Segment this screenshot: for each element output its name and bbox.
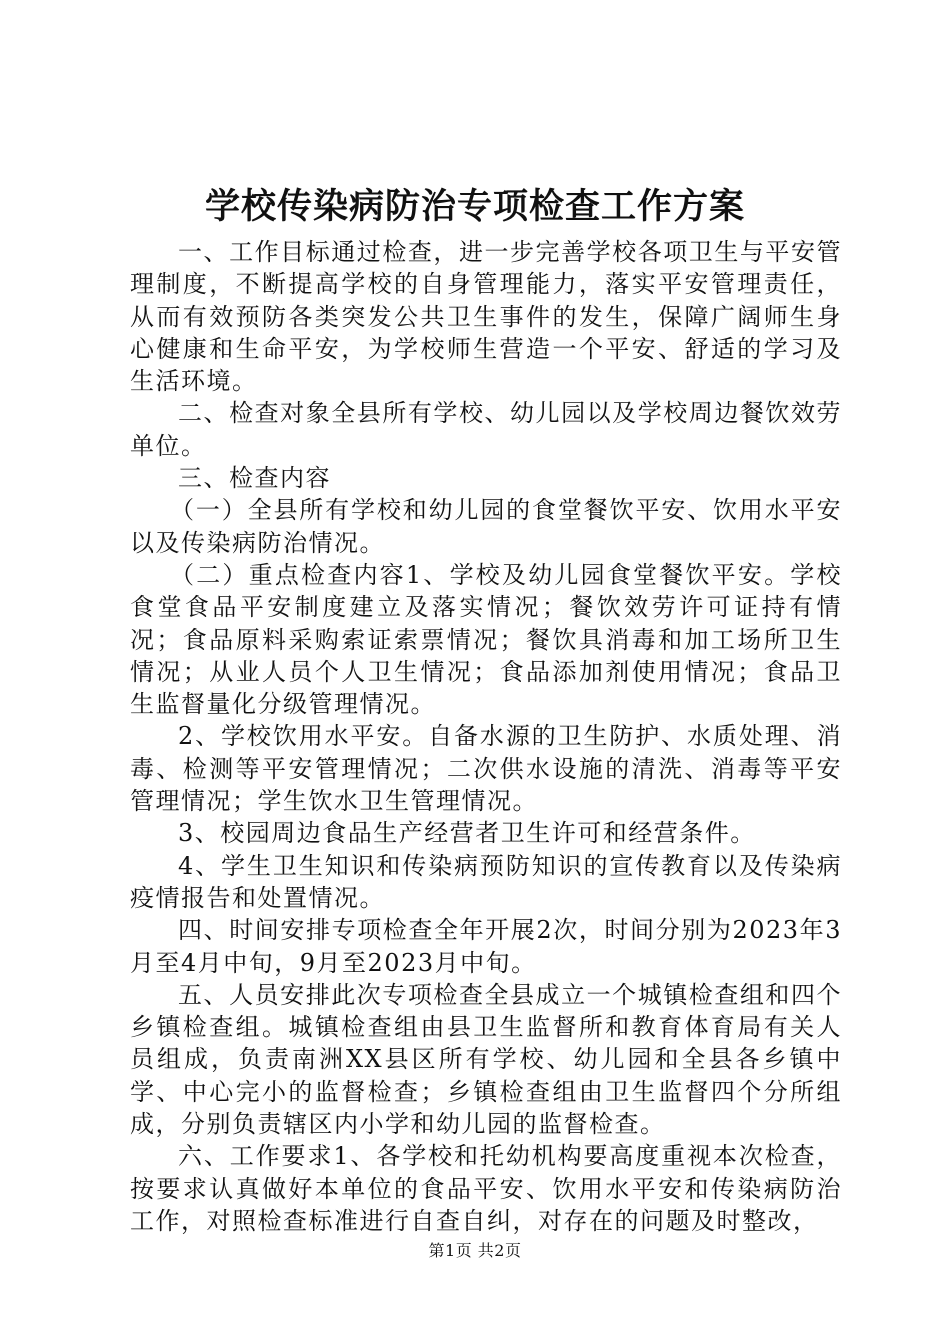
paragraph-education: 4、学生卫生知识和传染病预防知识的宣传教育以及传染病疫情报告和处置情况。	[130, 851, 842, 912]
paragraph-schedule: 四、时间安排专项检查全年开展2次，时间分别为2023年3月至4月中旬，9月至2023月中旬。	[130, 916, 842, 977]
paragraph-content-1: （一）全县所有学校和幼儿园的食堂餐饮平安、饮用水平安以及传染病防治情况。	[130, 496, 842, 557]
page-footer: 第1页 共2页	[428, 1241, 522, 1260]
document-title: 学校传染病防治专项检查工作方案	[204, 186, 745, 227]
paragraph-targets: 二、检查对象全县所有学校、幼儿园以及学校周边餐饮效劳单位。	[130, 399, 842, 460]
paragraph-requirements: 六、工作要求1、各学校和托幼机构要高度重视本次检查，按要求认真做好本单位的食品平安、饮用水平安和传染病防治工作，对照检查标准进行自查自纠，对存在的问题及时整改，	[130, 1142, 842, 1235]
paragraph-content-heading: 三、检查内容	[178, 464, 331, 493]
paragraph-content-2: （二）重点检查内容1、学校及幼儿园食堂餐饮平安。学校食堂食品平安制度建立及落实情况；餐饮效劳许可证持有情况；食品原料采购索证索票情况；餐饮具消毒和加工场所卫生情况；从业人员个人卫生情况；食品添加剂使用情况；食品卫生监督量化分级管理情况。	[130, 560, 842, 719]
paragraph-staffing: 五、人员安排此次专项检查全县成立一个城镇检查组和四个乡镇检查组。城镇检查组由县卫生监督所和教育体育局有关人员组成，负责南洲XX县区所有学校、幼儿园和全县各乡镇中学、中心完小的监督检查；乡镇检查组由卫生监督四个分所组成，分别负责辖区内小学和幼儿园的监督检查。	[130, 980, 842, 1139]
document-body	[130, 236, 842, 1237]
paragraph-goal: 一、工作目标通过检查，进一步完善学校各项卫生与平安管理制度，不断提高学校的自身管理能力，落实平安管理责任，从而有效预防各类突发公共卫生事件的发生，保障广阔师生身心健康和生命平安，为学校师生营造一个平安、舒适的学习及生活环境。	[130, 238, 842, 396]
paragraph-surroundings: 3、校园周边食品生产经营者卫生许可和经营条件。	[178, 819, 756, 848]
paragraph-water-safety: 2、学校饮用水平安。自备水源的卫生防护、水质处理、消毒、检测等平安管理情况；二次供水设施的清洗、消毒等平安管理情况；学生饮水卫生管理情况。	[130, 722, 842, 816]
